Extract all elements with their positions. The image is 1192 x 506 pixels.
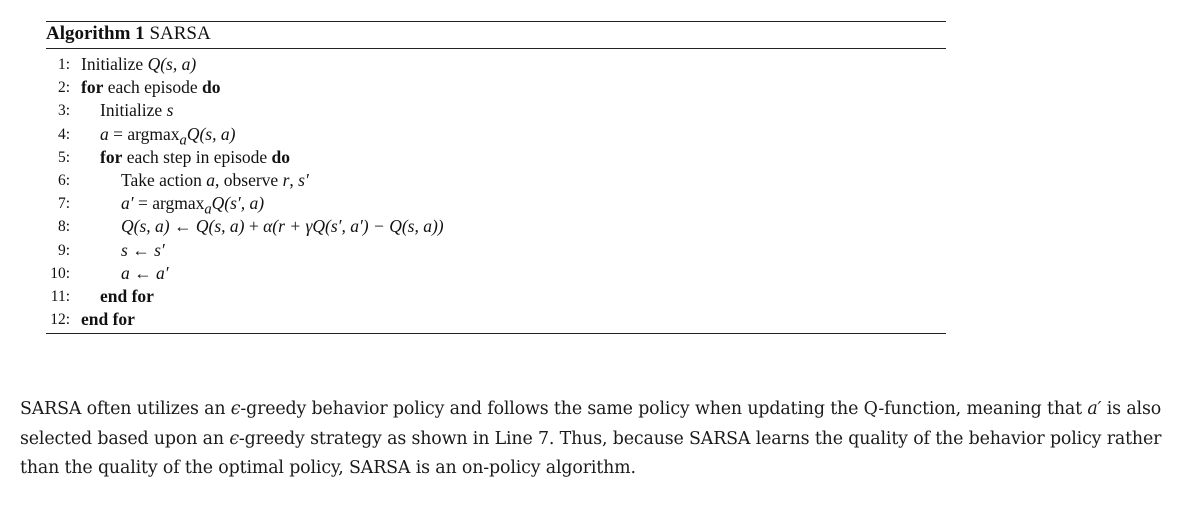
line-number: 8: (57, 218, 70, 236)
math-expression: a (100, 123, 109, 144)
math-expression: s (121, 239, 128, 260)
text-fragment: , observe (215, 169, 283, 190)
algorithm-lines (46, 49, 946, 333)
subscript: a (179, 132, 187, 149)
algorithm-line (46, 169, 946, 192)
keyword: do (202, 77, 221, 98)
text-fragment: ← (129, 262, 156, 283)
algorithm-line (46, 99, 946, 122)
math-expression: Q(s, a) (186, 123, 236, 144)
algorithm-line (46, 123, 946, 149)
keyword: for (100, 146, 123, 167)
math-expression: s (166, 100, 174, 121)
math-expression: Q(s, a) (121, 216, 170, 237)
line-number: 9: (57, 241, 70, 259)
algorithm-line (46, 285, 946, 308)
text-fragment: Initialize (100, 100, 167, 121)
line-content (81, 308, 135, 331)
line-content (121, 262, 169, 285)
line-number: 5: (57, 148, 70, 166)
line-content (100, 146, 290, 169)
keyword: for (81, 77, 104, 98)
line-number: 1: (57, 56, 70, 73)
algorithm-line (46, 262, 946, 285)
algorithm-name: SARSA (149, 23, 211, 44)
line-content (100, 285, 154, 308)
bottom-rule (46, 333, 946, 334)
math-expression: a′ (121, 193, 134, 214)
algorithm-line (46, 215, 946, 238)
text-fragment: Take action (121, 169, 207, 190)
text-fragment: + (244, 216, 264, 237)
algorithm-box (46, 21, 946, 334)
text-fragment: ← (169, 216, 196, 237)
text-fragment: = argmax (133, 193, 205, 214)
math-symbol: ϵ (230, 399, 241, 419)
math-expression: a (206, 169, 216, 190)
line-number: 10: (50, 264, 70, 282)
line-content (81, 76, 220, 99)
text-fragment: ← (127, 239, 155, 260)
text-fragment: , (289, 169, 299, 190)
line-content (121, 215, 444, 238)
line-number: 2: (57, 79, 70, 97)
math-expression: s′ (154, 239, 165, 260)
algorithm-line (46, 192, 946, 218)
text-fragment: Initialize (81, 54, 148, 74)
paragraph-text: -greedy behavior policy and follows the same policy when updating the Q-function, meaning that (240, 399, 1088, 419)
text-fragment: = argmax (108, 123, 180, 144)
math-symbol: a′ (1087, 399, 1102, 419)
algorithm-label: Algorithm 1 (46, 23, 145, 44)
paragraph-text: -greedy strategy as shown in Line 7. Thus, because SARSA learns the quality of the behavior policy rather than the quality of the optimal policy, SARSA is an on-policy algorithm. (20, 428, 1162, 478)
keyword: end for (81, 309, 135, 330)
math-expression: s′ (298, 169, 309, 190)
line-content (121, 239, 165, 262)
math-expression: Q(s′, a) (211, 193, 265, 214)
math-expression: α(r + γQ(s′, a′) − Q(s, a)) (263, 216, 444, 237)
text-fragment: each step in episode (122, 146, 272, 167)
keyword: do (271, 146, 291, 167)
subscript: a (204, 201, 212, 218)
line-content (121, 169, 309, 192)
algorithm-line (46, 308, 946, 331)
line-number: 4: (57, 125, 70, 143)
line-content (100, 99, 173, 122)
paragraph-text: is also selected based upon an (20, 399, 1162, 449)
explanation-paragraph (20, 395, 1170, 484)
paragraph-text: SARSA often utilizes an (20, 399, 231, 419)
line-content (81, 53, 196, 76)
algorithm-title (46, 22, 946, 48)
algorithm-line (46, 76, 946, 99)
line-number: 7: (57, 195, 70, 213)
line-number: 12: (50, 311, 70, 329)
math-symbol: ϵ (229, 428, 239, 449)
algorithm-line (46, 53, 946, 76)
math-expression: Q(s, a) (147, 54, 197, 74)
algorithm-line (46, 239, 946, 262)
text-fragment: each episode (103, 77, 202, 98)
keyword: end for (100, 285, 154, 306)
line-number: 6: (57, 171, 70, 189)
math-expression: Q(s, a) (195, 216, 245, 237)
math-expression: r (282, 169, 290, 190)
line-number: 11: (50, 287, 70, 305)
math-expression: a′ (156, 262, 169, 283)
math-expression: a (121, 262, 130, 283)
line-number: 3: (57, 102, 70, 120)
algorithm-line (46, 146, 946, 169)
